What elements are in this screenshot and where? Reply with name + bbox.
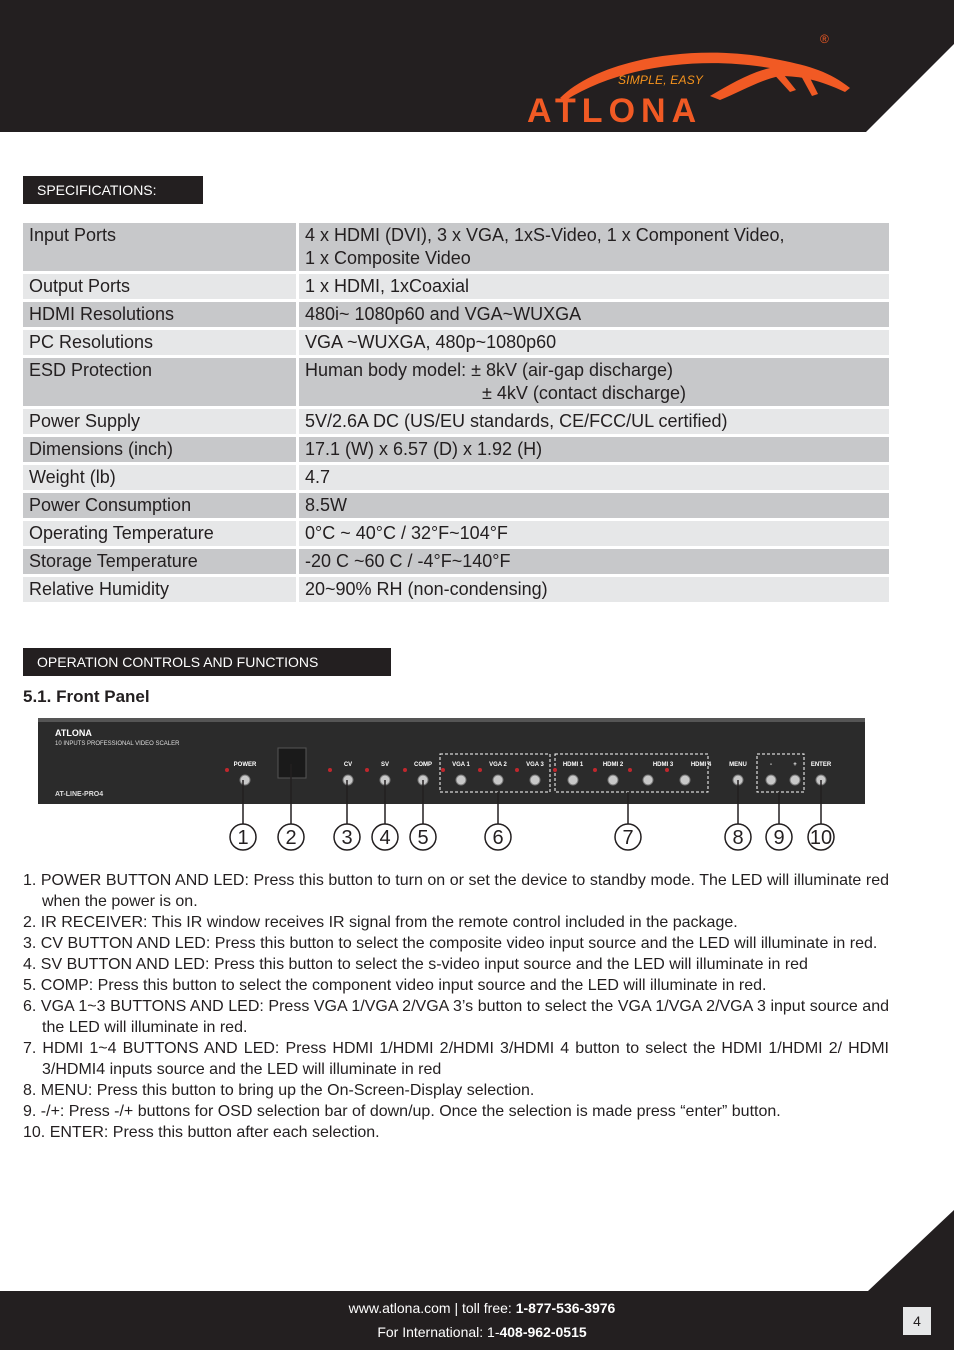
spec-row [23,577,889,602]
callout-number: 10 [809,827,833,849]
description-item: 10. ENTER: Press this button after each selection. [23,1124,380,1141]
panel-button [530,775,540,785]
spec-row [23,437,889,462]
page-number: 4 [903,1307,931,1335]
spec-row [23,549,889,574]
spec-value: 480i~ 1080p60 and VGA~WUXGA [299,302,889,327]
page-footer [0,1291,954,1350]
description-item: 5. COMP: Press this button to select the component video input source and the LED will illuminate in red. [23,977,767,994]
panel-led [328,768,332,772]
specifications-table [23,223,889,605]
footer-intl-line [0,1324,954,1340]
panel-led [628,768,632,772]
description-item: 3. CV BUTTON AND LED: Press this button to select the composite video input source and the LED will illuminate in red. [23,935,878,952]
ir-receiver-window [278,748,306,778]
footer-intl-prefix: For International: 1- [377,1324,500,1340]
spec-value: 4 x HDMI (DVI), 3 x VGA, 1xS-Video, 1 x Component Video, 1 x Composite Video [299,223,889,271]
panel-button [493,775,503,785]
panel-button [680,775,690,785]
registered-mark: ® [820,32,829,46]
footer-contact-line [0,1300,954,1316]
spec-value: 8.5W [299,493,889,518]
panel-led [441,768,445,772]
description-item: 2. IR RECEIVER: This IR window receives IR signal from the remote control included in the package. [23,914,738,931]
callout-number: 9 [773,827,785,849]
panel-button [608,775,618,785]
operation-controls-label: OPERATION CONTROLS AND FUNCTIONS [23,648,391,676]
spec-row [23,465,889,490]
footer-intl-number: 408-962-0515 [499,1324,587,1340]
panel-label: VGA 1 [452,762,470,768]
panel-label: POWER [233,762,257,768]
description-item: 4. SV BUTTON AND LED: Press this button to select the s-video input source and the LED will illuminate in red [23,956,808,973]
spec-row [23,521,889,546]
panel-button [456,775,466,785]
spec-key: PC Resolutions [23,330,296,355]
spec-value: VGA ~WUXGA, 480p~1080p60 [299,330,889,355]
spec-row [23,302,889,327]
brand-logo-text: ATLONA [527,92,703,130]
callout-number: 8 [732,827,744,849]
brand-tagline: SIMPLE, EASY [618,73,704,87]
spec-value: 20~90% RH (non-condensing) [299,577,889,602]
spec-key: Input Ports [23,223,296,271]
panel-button [766,775,776,785]
panel-label: + [793,762,797,768]
panel-label: SV [380,762,390,768]
spec-row [23,409,889,434]
panel-label: HDMI 2 [602,762,624,768]
footer-site: www.atlona.com | toll free: [348,1300,516,1316]
spec-key: HDMI Resolutions [23,302,296,327]
spec-key: Dimensions (inch) [23,437,296,462]
spec-key: Relative Humidity [23,577,296,602]
panel-body [38,718,865,804]
panel-model-desc: 10 INPUTS PROFESSIONAL VIDEO SCALER [55,741,180,747]
spec-value: 1 x HDMI, 1xCoaxial [299,274,889,299]
callout-number: 6 [492,827,504,849]
specifications-label: SPECIFICATIONS: [23,176,203,204]
description-item: 1. POWER BUTTON AND LED: Press this button to turn on or set the device to standby mode. The LED will illuminate red when the power is on. [23,872,889,910]
callout-number: 3 [341,827,353,849]
panel-label: ENTER [810,762,832,768]
callout-number: 2 [285,827,297,849]
spec-row [23,274,889,299]
callout-number: 4 [379,827,391,849]
panel-led [665,768,669,772]
panel-label: VGA 2 [489,762,507,768]
panel-brand: ATLONA [55,728,92,738]
spec-row [23,330,889,355]
spec-value: 0°C ~ 40°C / 32°F~104°F [299,521,889,546]
spec-key: Operating Temperature [23,521,296,546]
panel-model: AT-LINE-PRO4 [55,791,104,798]
panel-button [790,775,800,785]
callout-number: 1 [237,827,249,849]
footer-tollfree: 1-877-536-3976 [515,1300,616,1316]
front-panel-title: 5.1. Front Panel [23,687,150,706]
spec-value: 4.7 [299,465,889,490]
spec-value: -20 C ~60 C / -4°F~140°F [299,549,889,574]
panel-label: COMP [414,762,432,768]
spec-key: Weight (lb) [23,465,296,490]
spec-key: Power Supply [23,409,296,434]
spec-key: Storage Temperature [23,549,296,574]
panel-led [225,768,229,772]
panel-led [553,768,557,772]
panel-led [403,768,407,772]
description-item: 9. -/+: Press -/+ buttons for OSD selection bar of down/up. Once the selection is made press “enter” button. [23,1103,781,1120]
callout-number: 5 [417,827,429,849]
page-header [0,0,954,132]
spec-row [23,223,889,271]
panel-label: CV [343,762,353,768]
description-item: 6. VGA 1~3 BUTTONS AND LED: Press VGA 1/VGA 2/VGA 3’s button to select the VGA 1/VGA 2/VGA 3 input source and the LED will illuminate in red. [23,998,889,1036]
spec-value: 17.1 (W) x 6.57 (D) x 1.92 (H) [299,437,889,462]
panel-led [365,768,369,772]
footer-corner-shape [0,1210,954,1300]
panel-led [515,768,519,772]
panel-button [240,775,250,785]
panel-led [478,768,482,772]
lizard-logo-icon [0,0,954,132]
panel-label: VGA 3 [526,762,544,768]
control-descriptions [23,870,889,1143]
panel-button [568,775,578,785]
panel-label: MENU [729,762,747,768]
spec-key: Power Consumption [23,493,296,518]
panel-label: HDMI 4 [690,762,712,768]
panel-label: HDMI 1 [562,762,584,768]
callout-number: 7 [622,827,634,849]
description-item: 8. MENU: Press this button to bring up the On-Screen-Display selection. [23,1082,535,1099]
panel-button [343,775,353,785]
spec-row [23,358,889,406]
panel-label: - [770,762,772,768]
spec-row [23,493,889,518]
front-panel-illustration [23,714,873,856]
description-item: 7. HDMI 1~4 BUTTONS AND LED: Press HDMI 1/HDMI 2/HDMI 3/HDMI 4 button to select the HDMI 1/HDMI 2/ HDMI 3/HDMI4 inputs source and the LED will illuminate in red [23,1040,889,1078]
panel-led [593,768,597,772]
panel-label: HDMI 3 [652,762,674,768]
spec-value: 5V/2.6A DC (US/EU standards, CE/FCC/UL certified) [299,409,889,434]
spec-key: ESD Protection [23,358,296,406]
spec-value: Human body model: ± 8kV (air-gap discharge) ± 4kV (contact discharge) [299,358,889,406]
spec-key: Output Ports [23,274,296,299]
panel-button [643,775,653,785]
